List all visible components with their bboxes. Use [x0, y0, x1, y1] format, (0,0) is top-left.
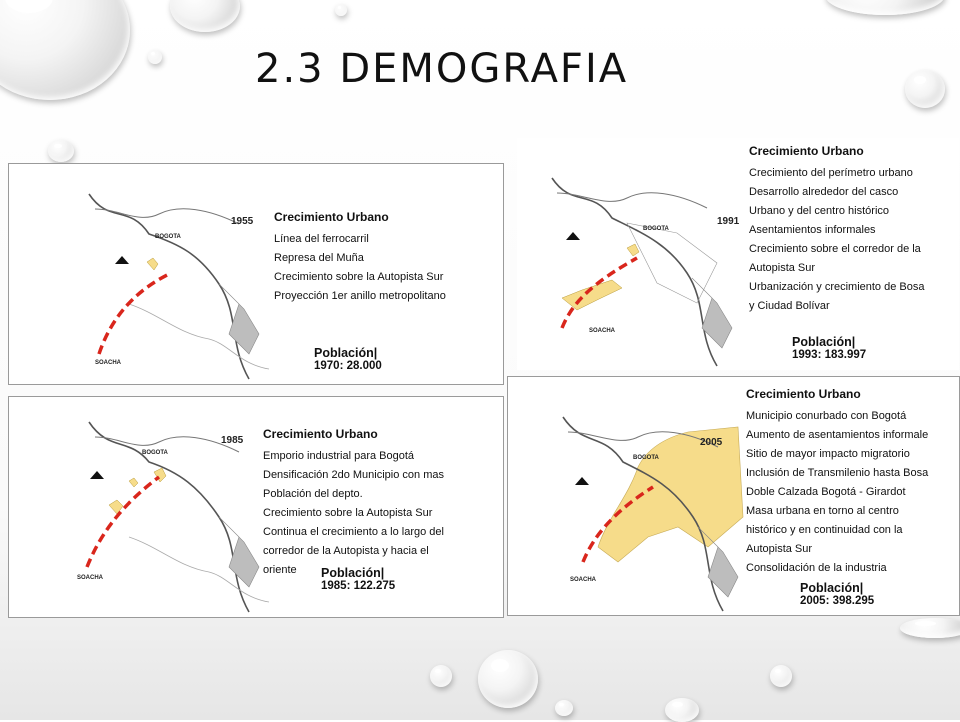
water-drop-decoration — [0, 0, 130, 100]
place-label-bogota: BOGOTA — [633, 455, 659, 461]
info-item: histórico y en continuidad con la — [746, 524, 903, 536]
info-item: Inclusión de Transmilenio hasta Bosa — [746, 467, 929, 479]
boundary-line — [557, 193, 707, 208]
info-item: Urbano y del centro histórico — [749, 205, 890, 217]
water-drop-decoration — [148, 50, 162, 64]
info-heading: Crecimiento Urbano — [274, 210, 389, 224]
water-drop-decoration — [335, 4, 347, 16]
info-item: oriente — [263, 564, 297, 576]
info-item: Crecimiento sobre la Autopista Sur — [274, 271, 444, 283]
population-block — [800, 582, 874, 608]
info-item: Consolidación de la industria — [746, 562, 887, 574]
water-drop-decoration — [770, 665, 792, 687]
map-year: 1991 — [717, 216, 740, 227]
info-item: Crecimiento sobre la Autopista Sur — [263, 507, 433, 519]
water-drop-decoration — [48, 140, 74, 162]
info-list — [746, 407, 928, 578]
info-block — [749, 144, 924, 316]
river-line — [552, 178, 717, 366]
population-block — [314, 347, 382, 373]
map-panel-2005 — [507, 376, 960, 616]
info-item: Crecimiento sobre el corredor de la — [749, 243, 921, 255]
reservoir-marker-icon — [575, 477, 589, 485]
place-label-bogota: BOGOTA — [643, 226, 669, 232]
info-item: Población del depto. — [263, 488, 363, 500]
place-label-bogota: BOGOTA — [155, 234, 181, 240]
water-drop-decoration — [900, 618, 960, 638]
info-item: corredor de la Autopista y hacia el — [263, 545, 429, 557]
info-heading: Crecimiento Urbano — [746, 387, 861, 401]
info-block — [263, 427, 444, 580]
slide-title: 2.3 DEMOGRAFIA — [255, 46, 629, 92]
info-item: Aumento de asentamientos informale — [746, 429, 929, 441]
place-label-soacha: SOACHA — [77, 575, 104, 581]
urban-area — [109, 500, 123, 514]
map-year: 2005 — [700, 437, 723, 448]
population-block — [792, 336, 866, 362]
urban-area — [147, 258, 158, 270]
population-value: 1993: 183.997 — [792, 349, 867, 361]
info-item: Densificación 2do Municipio con mas — [263, 469, 444, 481]
population-block — [321, 567, 395, 593]
boundary-line — [95, 209, 239, 224]
population-label: Población| — [321, 566, 385, 580]
info-item: Represa del Muña — [274, 252, 364, 264]
info-heading: Crecimiento Urbano — [749, 144, 864, 158]
reservoir-marker-icon — [566, 232, 580, 240]
place-label-soacha: SOACHA — [589, 328, 616, 334]
info-item: Continua el crecimiento a lo largo del — [263, 526, 444, 538]
info-item: Proyección 1er anillo metropolitano — [274, 290, 446, 302]
water-drop-decoration — [825, 0, 945, 15]
place-label-bogota: BOGOTA — [142, 450, 168, 456]
map-panel-1955 — [8, 163, 504, 385]
info-item: Desarrollo alrededor del casco — [749, 186, 899, 198]
place-label-soacha: SOACHA — [95, 360, 122, 366]
info-block — [746, 387, 928, 578]
population-value: 1970: 28.000 — [314, 360, 382, 372]
info-item: Sitio de mayor impacto migratorio — [746, 448, 910, 460]
info-item: Autopista Sur — [746, 543, 813, 555]
population-value: 2005: 398.295 — [800, 595, 875, 607]
reservoir-marker-icon — [90, 471, 104, 479]
map-year: 1955 — [231, 216, 254, 227]
population-value: 1985: 122.275 — [321, 580, 396, 592]
info-item: Masa urbana en torno al centro — [746, 505, 899, 517]
population-label: Población| — [314, 346, 378, 360]
population-label: Población| — [800, 581, 864, 595]
reservoir-marker-icon — [115, 256, 129, 264]
info-list — [274, 230, 446, 306]
info-item: Autopista Sur — [749, 262, 816, 274]
city-grid — [627, 223, 717, 303]
water-drop-decoration — [555, 700, 573, 716]
water-drop-decoration — [905, 70, 945, 108]
info-block — [274, 210, 446, 306]
info-item: Asentamientos informales — [749, 224, 876, 236]
map-panel-1985 — [8, 396, 504, 618]
info-item: Emporio industrial para Bogotá — [263, 450, 415, 462]
map-year: 1985 — [221, 435, 244, 446]
water-drop-decoration — [170, 0, 240, 32]
info-item: y Ciudad Bolívar — [749, 300, 830, 312]
water-drop-decoration — [430, 665, 452, 687]
place-label-soacha: SOACHA — [570, 577, 597, 583]
river-line — [89, 194, 249, 379]
info-item: Línea del ferrocarril — [274, 233, 369, 245]
autopista-route — [87, 477, 159, 567]
info-item: Urbanización y crecimiento de Bosa — [749, 281, 925, 293]
urban-area — [129, 478, 138, 487]
info-heading: Crecimiento Urbano — [263, 427, 378, 441]
water-drop-decoration — [478, 650, 538, 708]
population-label: Población| — [792, 335, 856, 349]
info-item: Crecimiento del perímetro urbano — [749, 167, 913, 179]
water-drop-decoration — [665, 698, 699, 722]
info-list — [263, 447, 444, 580]
info-item: Municipio conurbado con Bogotá — [746, 410, 907, 422]
urban-area — [562, 280, 622, 310]
urban-area — [627, 244, 639, 256]
info-list — [749, 164, 924, 316]
river-line — [89, 422, 249, 612]
info-item: Doble Calzada Bogotá - Girardot — [746, 486, 906, 498]
map-panel-1991 — [517, 138, 959, 370]
city-grid — [692, 278, 732, 348]
autopista-route — [99, 274, 169, 354]
